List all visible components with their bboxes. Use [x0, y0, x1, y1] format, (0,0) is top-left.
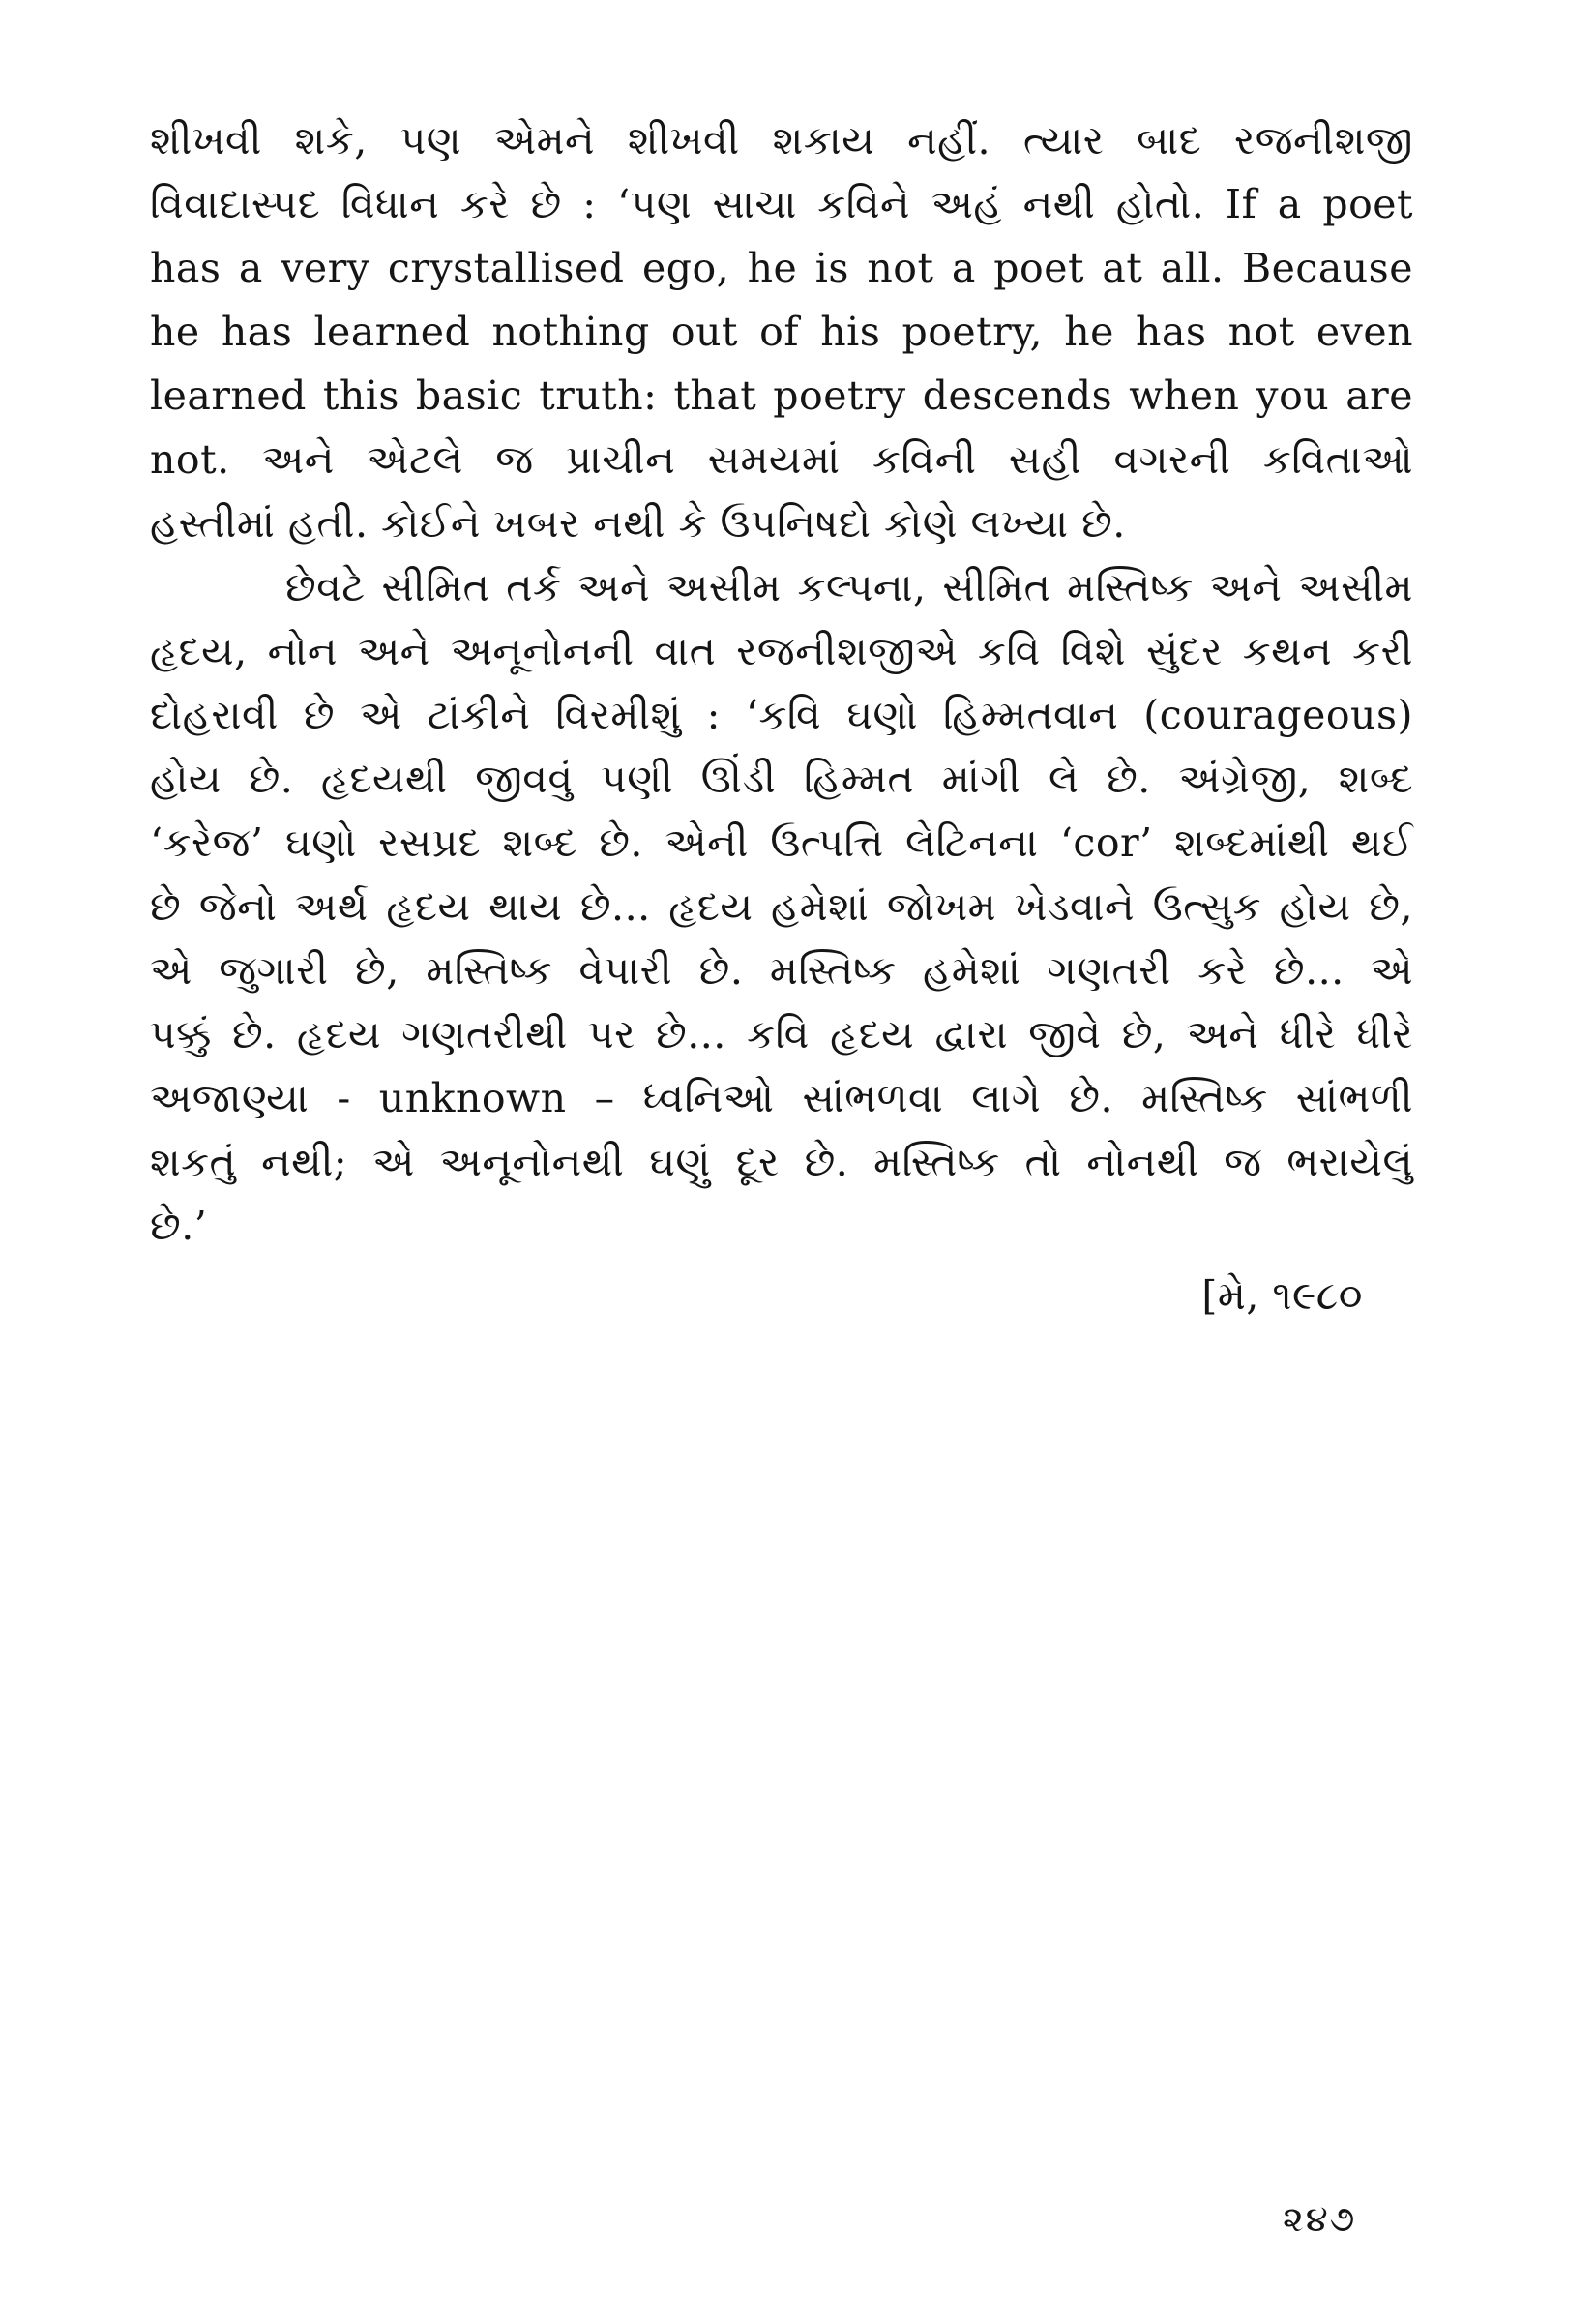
paragraph: [150, 108, 1413, 555]
text-line: હસ્તીમાં હતી. કોઈને ખબર નથી કે ઉપનિષદો કોણે લખ્યા છે.: [150, 500, 1126, 547]
page-number: ૨૪૭: [1283, 2198, 1357, 2240]
text-line: he has learned nothing out of his poetry, he has not even: [150, 309, 1413, 355]
text-block: [150, 108, 1413, 1327]
text-line: અજાણ્યા - unknown – ધ્વનિઓ સાંભળવા લાગે છે. મસ્તિષ્ક સાંભળી: [150, 1075, 1413, 1121]
paragraph: [150, 555, 1413, 1258]
text-line: ‘કરેજ’ ઘણો રસપ્રદ શબ્દ છે. એની ઉત્પત્તિ લેટિનના ‘cor’ શબ્દમાંથી થઈ: [150, 819, 1413, 866]
text-line: એ જુગારી છે, મસ્તિષ્ક વેપારી છે. મસ્તિષ્ક હમેશાં ગણતરી કરે છે... એ: [150, 947, 1413, 994]
text-line: learned this basic truth: that poetry descends when you are: [150, 372, 1413, 419]
text-line: હૃદય, નોન અને અનૂનોનની વાત રજનીશજીએ કવિ વિશે સુંદર કથન કરી: [150, 628, 1413, 674]
text-line: દોહરાવી છે એ ટાંકીને વિરમીશું : ‘કવિ ઘણો હિમ્મતવાન (courageous): [150, 692, 1413, 738]
text-line: છે.’: [150, 1203, 208, 1249]
date-attribution: [મે, ૧૯૮૦: [1201, 1272, 1363, 1319]
text-line: વિવાદાસ્પદ વિધાન કરે છે : ‘પણ સાચા કવિને અહં નથી હોતો. If a poet: [150, 181, 1413, 227]
text-line: has a very crystallised ego, he is not a poet at all. Because: [150, 245, 1413, 291]
text-line: શીખવી શકે, પણ એમને શીખવી શકાય નહીં. ત્યાર બાદ રજનીશજી: [150, 117, 1413, 164]
text-line: છે જેનો અર્થ હૃદય થાય છે... હૃદય હમેશાં જોખમ ખેડવાને ઉત્સુક હોય છે,: [150, 883, 1413, 930]
text-line: છેવટે સીમિત તર્ક અને અસીમ કલ્પના, સીમિત મસ્તિષ્ક અને અસીમ: [285, 564, 1413, 610]
text-line: શકતું નથી; એ અનૂનોનથી ઘણું દૂર છે. મસ્તિષ્ક તો નોનથી જ ભરાયેલું: [150, 1139, 1413, 1185]
text-line: પક્કું છે. હૃદય ગણતરીથી પર છે... કવિ હૃદય દ્વારા જીવે છે, અને ધીરે ધીરે: [150, 1011, 1413, 1057]
text-line: હોય છે. હૃદયથી જીવવું પણી ઊંડી હિમ્મત માંગી લે છે. અંગ્રેજી, શબ્દ: [150, 756, 1413, 802]
text-line: not. અને એટલે જ પ્રાચીન સમયમાં કવિની સહી વગરની કવિતાઓ: [150, 436, 1413, 483]
